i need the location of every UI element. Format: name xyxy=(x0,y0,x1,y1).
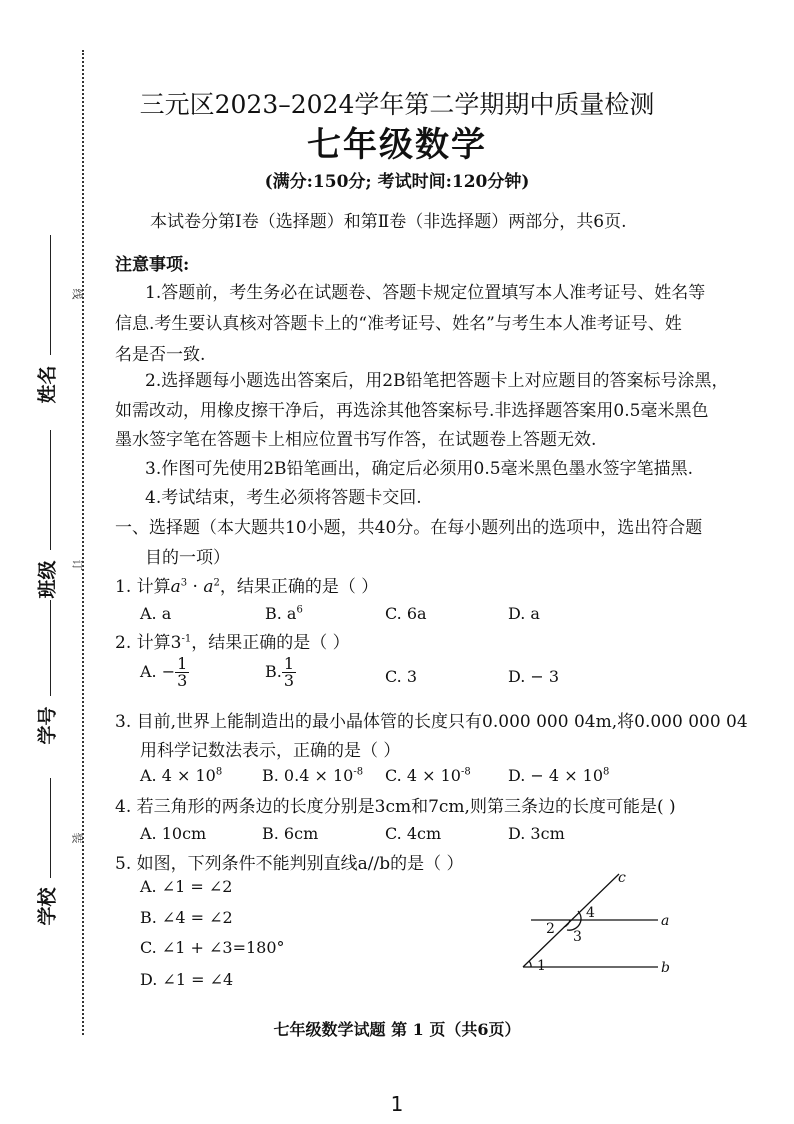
name-blank-line[interactable] xyxy=(50,235,51,355)
name-label: 姓名 xyxy=(36,365,59,404)
section-1-title-line-1: 一、选择题（本大题共10小题，共40分。在每小题列出的选项中，选出符合题 xyxy=(115,518,703,538)
question-4-option-c[interactable]: C. 4cm xyxy=(385,824,442,843)
class-blank-line[interactable] xyxy=(50,430,51,550)
question-1-stem-b: ，结果正确的是（ ） xyxy=(219,577,379,597)
question-1-option-b[interactable]: B. $a^6$ xyxy=(265,604,303,623)
question-5-option-a[interactable]: A. ∠1 = ∠2 xyxy=(140,877,233,896)
class-label: 班级 xyxy=(36,560,59,599)
label-a: a xyxy=(661,913,670,929)
number-label: 学号 xyxy=(36,706,59,745)
question-5-option-b[interactable]: B. ∠4 = ∠2 xyxy=(140,908,233,927)
question-2-option-b[interactable]: B. $\frac{1}{3}$ xyxy=(265,654,295,690)
school-blank-line[interactable] xyxy=(50,778,51,878)
question-5-number: 5. xyxy=(115,854,132,874)
question-5-option-c[interactable]: C. ∠1 + ∠3=180° xyxy=(140,938,285,957)
question-1-stem: 1. 计算$a^3 \cdot a^2$，结果正确的是（ ） xyxy=(115,577,379,597)
section-1-title-line-2: 目的一项） xyxy=(145,548,230,568)
exam-structure: 本试卷分第Ⅰ卷（选择题）和第Ⅱ卷（非选择题）两部分，共6页. xyxy=(150,212,627,232)
label-angle-4: 4 xyxy=(586,905,595,921)
note-1-line-2: 信息.考生要认真核对答题卡上的“准考证号、姓名”与考生本人准考证号、姓 xyxy=(115,314,682,334)
school-label: 学校 xyxy=(36,887,59,926)
exam-info: (满分:150分; 考试时间:120分钟) xyxy=(264,172,530,192)
question-2-option-d[interactable]: D. − 3 xyxy=(508,667,560,686)
angle-4-arc xyxy=(578,911,581,920)
note-1-line-3: 名是否一致. xyxy=(115,345,206,365)
question-3-option-d[interactable]: D. − $4 \times 10^8$ xyxy=(508,766,610,785)
note-2-line-1: 2.选择题每小题选出答案后，用2B铅笔把答题卡上对应题目的答案标号涂黑， xyxy=(145,371,729,391)
label-angle-2: 2 xyxy=(546,921,555,937)
parallel-lines-figure xyxy=(515,868,685,983)
question-5-option-d[interactable]: D. ∠1 = ∠4 xyxy=(140,970,234,989)
question-2-stem: 2. 计算$3^{-1}$，结果正确的是（ ） xyxy=(115,633,350,653)
page-number: 1 xyxy=(390,1092,404,1116)
question-2-option-c[interactable]: C. 3 xyxy=(385,667,418,686)
question-3-option-a[interactable]: A. $4 \times 10^8$ xyxy=(140,766,223,785)
number-blank-line[interactable] xyxy=(50,600,51,696)
note-3: 3.作图可先使用2B铅笔画出，确定后必须用0.5毫米黑色墨水签字笔描黑. xyxy=(145,459,693,479)
notes-heading: 注意事项: xyxy=(115,255,190,275)
question-4-number: 4. xyxy=(115,797,132,817)
exam-title: 三元区2023–2024学年第二学期期中质量检测 xyxy=(139,90,655,119)
label-c: c xyxy=(618,870,626,886)
label-angle-3: 3 xyxy=(573,929,582,945)
label-b: b xyxy=(661,960,670,976)
note-1-line-1: 1.答题前，考生务必在试题卷、答题卡规定位置填写本人准考证号、姓名等 xyxy=(145,283,706,303)
question-3-number: 3. xyxy=(115,712,132,732)
question-2-number: 2. xyxy=(115,633,132,653)
question-1-number: 1. xyxy=(115,577,132,597)
exam-subject: 七年级数学 xyxy=(307,125,487,165)
binding-mark-ding: 订 xyxy=(70,559,84,571)
question-4-option-b[interactable]: B. 6cm xyxy=(262,824,319,843)
angle-1-arc xyxy=(529,961,531,967)
question-5-stem: 5. 如图，下列条件不能判别直线a//b的是（ ） xyxy=(115,854,464,874)
page-footer: 七年级数学试题 第 1 页（共6页） xyxy=(273,1020,521,1039)
note-2-line-2: 如需改动，用橡皮擦干净后，再选涂其他答案标号.非选择题答案用0.5毫米黑色 xyxy=(115,401,709,421)
note-4: 4.考试结束，考生必须将答题卡交回. xyxy=(145,488,422,508)
question-3-option-c[interactable]: C. $4 \times 10^{-8}$ xyxy=(385,766,471,785)
question-3-option-b[interactable]: B. $0.4 \times 10^{-8}$ xyxy=(262,766,364,785)
question-4-option-d[interactable]: D. 3cm xyxy=(508,824,565,843)
question-1-option-c[interactable]: C. 6a xyxy=(385,604,427,623)
question-3-stem-line-2: 用科学记数法表示，正确的是（ ） xyxy=(140,741,401,761)
binding-mark-line: 线 xyxy=(70,288,84,300)
question-1-option-a[interactable]: A. a xyxy=(140,604,172,623)
question-2-option-a[interactable]: A. − $\frac{1}{3}$ xyxy=(140,654,188,690)
binding-mark-zhuang: 装 xyxy=(70,832,84,844)
question-4-option-a[interactable]: A. 10cm xyxy=(140,824,207,843)
question-3-stem-line-1: 3. 目前,世界上能制造出的最小晶体管的长度只有0.000 000 04m,将0.000 000 04 xyxy=(115,712,748,732)
question-4-stem: 4. 若三角形的两条边的长度分别是3cm和7cm,则第三条边的长度可能是( ) xyxy=(115,797,676,817)
binding-dotted-line xyxy=(82,50,84,1035)
label-angle-1: 1 xyxy=(537,958,546,974)
question-1-stem-a: 计算 xyxy=(136,577,171,597)
question-1-option-d[interactable]: D. a xyxy=(508,604,540,623)
note-2-line-3: 墨水签字笔在答题卡上相应位置书写作答，在试题卷上答题无效. xyxy=(115,430,597,450)
